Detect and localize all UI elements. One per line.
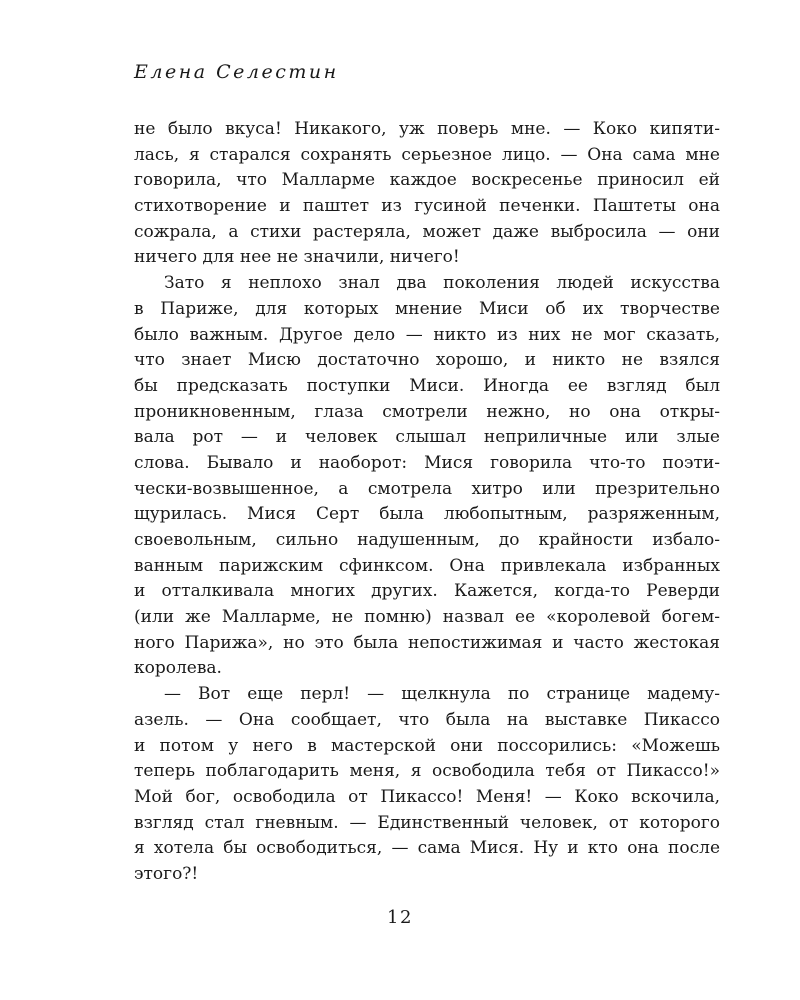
text-line: бы предсказать поступки Миси. Иногда ее взгляд был: [134, 375, 720, 396]
text-line: Зато я неплохо знал два поколения людей искусства: [164, 273, 720, 294]
text-line: что знает Мисю достаточно хорошо, и никто не взялся: [134, 350, 720, 371]
text-line: сожрала, а стихи растеряла, может даже выбросила — они: [134, 221, 720, 242]
text-line: щурилась. Мися Серт была любопытным, разряженным,: [134, 504, 720, 525]
text-line: я хотела бы освободиться, — сама Мися. Ну и кто она после: [134, 838, 720, 859]
text-line: (или же Малларме, не помню) назвал ее «королевой богем-: [134, 607, 720, 628]
running-head-author: Елена Селестин: [134, 61, 339, 83]
text-line: было важным. Другое дело — никто из них не мог сказать,: [134, 324, 720, 345]
text-line: своевольным, сильно надушенным, до крайности избало-: [134, 530, 720, 550]
text-line: стихотворение и паштет из гусиной печенки. Паштеты она: [134, 196, 720, 217]
text-line: слова. Бывало и наоборот: Мися говорила что-то поэти-: [134, 452, 720, 473]
text-line: — Вот еще перл! — щелкнула по странице мадему-: [164, 684, 720, 705]
text-line: проникновенным, глаза смотрели нежно, но она откры-: [134, 401, 720, 422]
text-line: взгляд стал гневным. — Единственный человек, от которого: [134, 812, 720, 833]
text-line: не было вкуса! Никакого, уж поверь мне. — Коко кипяти-: [134, 119, 720, 139]
text-line: теперь поблагодарить меня, я освободила тебя от Пикассо!»: [134, 761, 720, 782]
page-number: 12: [387, 907, 413, 928]
text-line: и отталкивала многих других. Кажется, когда-то Реверди: [134, 581, 720, 602]
text-line: ничего для нее не значили, ничего!: [134, 247, 460, 268]
text-line: вала рот — и человек слышал неприличные или злые: [134, 427, 720, 448]
text-line: в Париже, для которых мнение Миси об их творчестве: [134, 298, 720, 319]
text-line: говорила, что Малларме каждое воскресенье приносил ей: [134, 170, 720, 191]
text-line: этого?!: [134, 863, 199, 884]
text-line: Мой бог, освободила от Пикассо! Меня! — Коко вскочила,: [134, 786, 720, 807]
text-line: лась, я старался сохранять серьезное лицо. — Она сама мне: [134, 144, 720, 165]
text-line: азель. — Она сообщает, что была на выставке Пикассо: [134, 709, 720, 730]
body-text: [134, 117, 720, 888]
text-line: чески-возвышенное, а смотрела хитро или презрительно: [134, 478, 720, 499]
text-line: королева.: [134, 658, 222, 679]
text-line: ного Парижа», но это была непостижимая и часто жестокая: [134, 632, 720, 653]
text-line: ванным парижским сфинксом. Она привлекала избранных: [134, 555, 720, 576]
text-line: и потом у него в мастерской они поссорились: «Можешь: [134, 735, 720, 756]
